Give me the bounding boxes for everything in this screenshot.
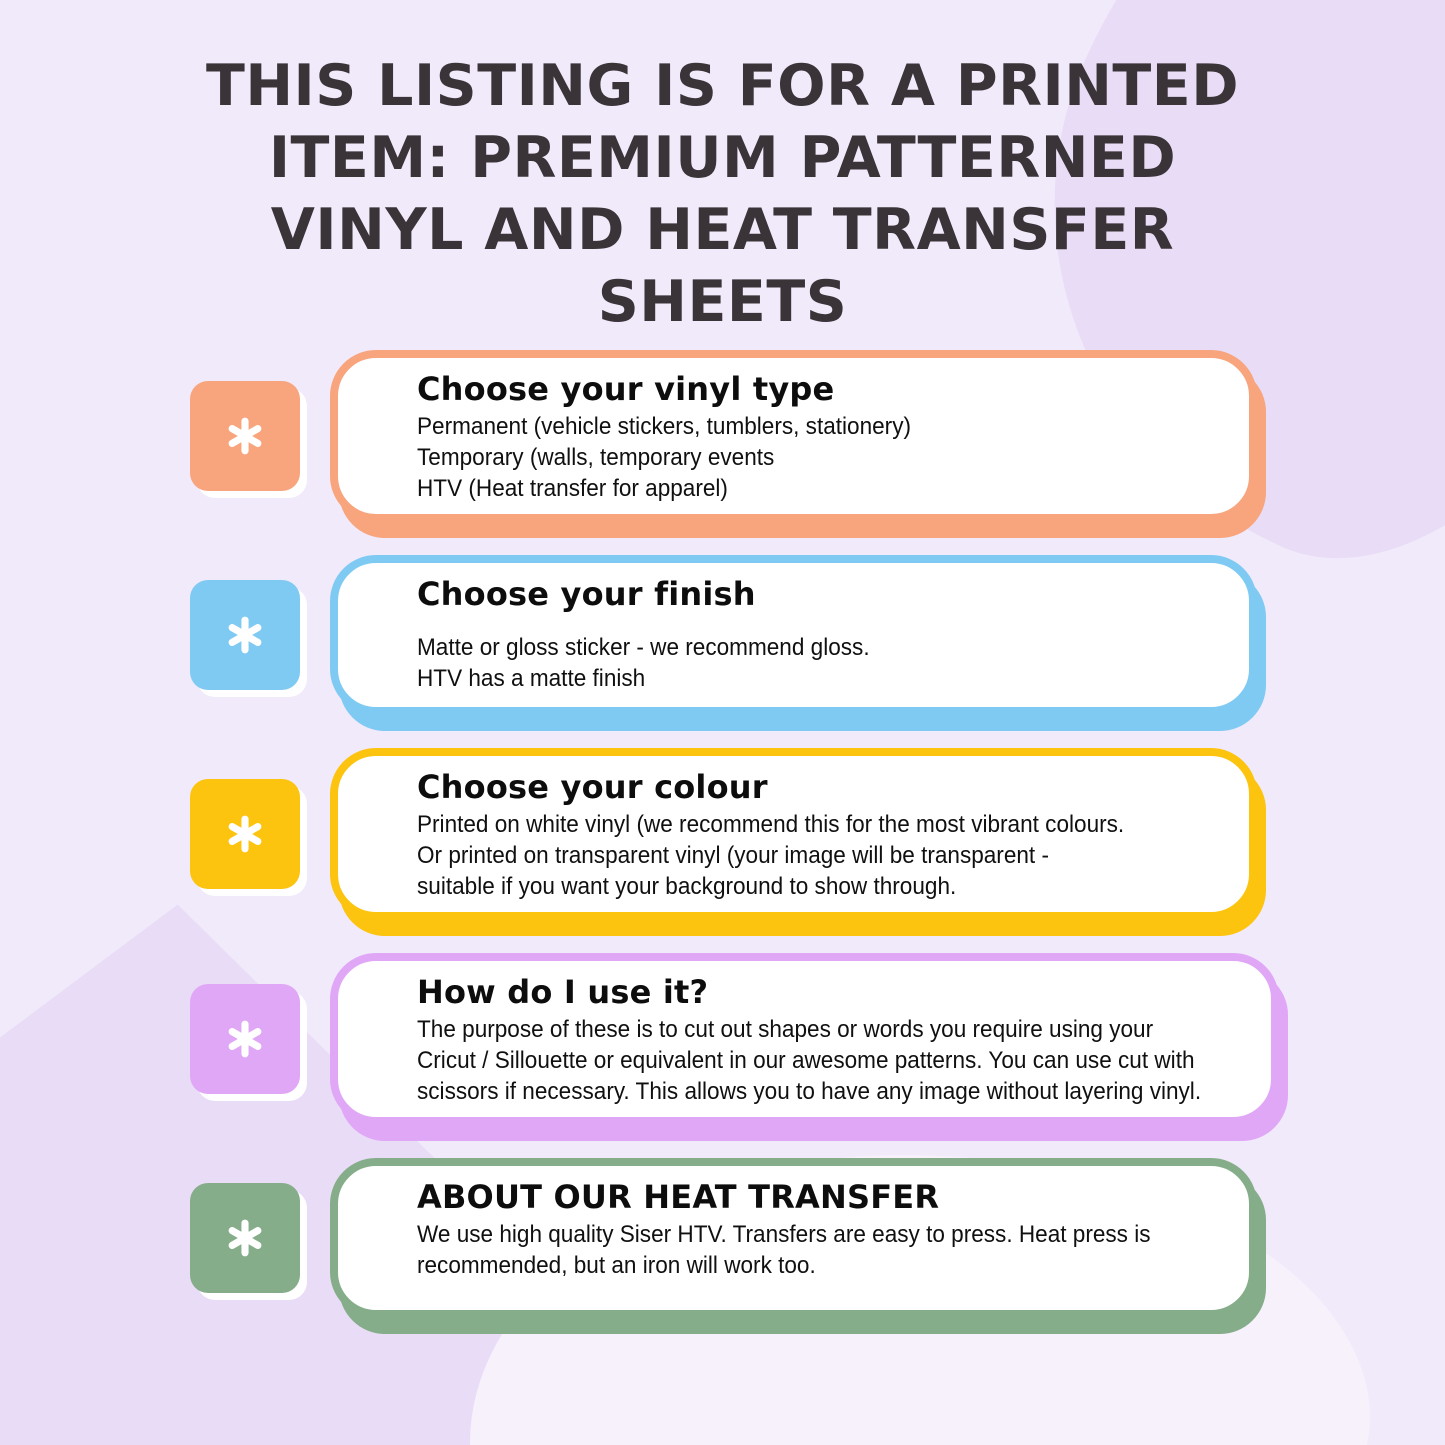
- title-line: VINYL AND HEAT TRANSFER: [270, 197, 1175, 263]
- card-finish: [330, 555, 1257, 715]
- card-body-line: Temporary (walls, temporary events: [417, 444, 775, 471]
- asterisk-icon: [224, 1217, 266, 1259]
- card-body: [417, 809, 1229, 902]
- card-body: [417, 632, 1229, 694]
- card-body-line: The purpose of these is to cut out shapes or words you require using your: [417, 1016, 1154, 1043]
- asterisk-icon: [224, 614, 266, 656]
- card-vinyl-type: [330, 350, 1257, 522]
- card-body-line: We use high quality Siser HTV. Transfers are easy to press. Heat press is: [417, 1221, 1151, 1248]
- card-body-line: suitable if you want your background to show through.: [417, 873, 957, 900]
- card-heading: Choose your colour: [417, 768, 768, 806]
- card-body: [417, 1219, 1229, 1281]
- asterisk-badge: [190, 779, 300, 889]
- asterisk-badge: [190, 1183, 300, 1293]
- card-body-line: Or printed on transparent vinyl (your image will be transparent -: [417, 842, 1049, 869]
- card-how-to-use: [330, 953, 1279, 1125]
- card-body-line: Matte or gloss sticker - we recommend gloss.: [417, 634, 870, 661]
- card-body-line: scissors if necessary. This allows you to have any image without layering vinyl.: [417, 1078, 1202, 1105]
- card-row-finish: [0, 555, 1445, 715]
- title-line: ITEM: PREMIUM PATTERNED: [268, 125, 1177, 191]
- asterisk-icon: [224, 415, 266, 457]
- cards-list: [0, 350, 1445, 1318]
- card-row-how-to-use: [0, 953, 1445, 1125]
- card-body-line: recommended, but an iron will work too.: [417, 1252, 816, 1279]
- card-body-line: Permanent (vehicle stickers, tumblers, stationery): [417, 413, 911, 440]
- card-body-line: HTV (Heat transfer for apparel): [417, 475, 728, 502]
- title-line: SHEETS: [597, 269, 848, 335]
- card-body-line: HTV has a matte finish: [417, 665, 646, 692]
- card-heading: Choose your finish: [417, 575, 756, 613]
- title-line: THIS LISTING IS FOR A PRINTED: [205, 53, 1240, 119]
- card-row-heat-transfer: [0, 1158, 1445, 1318]
- asterisk-badge: [190, 580, 300, 690]
- card-row-vinyl-type: [0, 350, 1445, 522]
- asterisk-icon: [224, 813, 266, 855]
- card-heading: How do I use it?: [417, 973, 709, 1011]
- card-body: [417, 411, 1229, 504]
- card-heading: ABOUT OUR HEAT TRANSFER: [417, 1178, 940, 1216]
- card-heading: Choose your vinyl type: [417, 370, 835, 408]
- card-body-line: Printed on white vinyl (we recommend this for the most vibrant colours.: [417, 811, 1125, 838]
- asterisk-icon: [224, 1018, 266, 1060]
- asterisk-badge: [190, 984, 300, 1094]
- asterisk-badge: [190, 381, 300, 491]
- card-colour: [330, 748, 1257, 920]
- page-title: [0, 0, 1445, 338]
- card-heat-transfer: [330, 1158, 1257, 1318]
- card-body: [417, 1014, 1251, 1107]
- card-body-line: Cricut / Sillouette or equivalent in our awesome patterns. You can use cut with: [417, 1047, 1195, 1074]
- card-row-colour: [0, 748, 1445, 920]
